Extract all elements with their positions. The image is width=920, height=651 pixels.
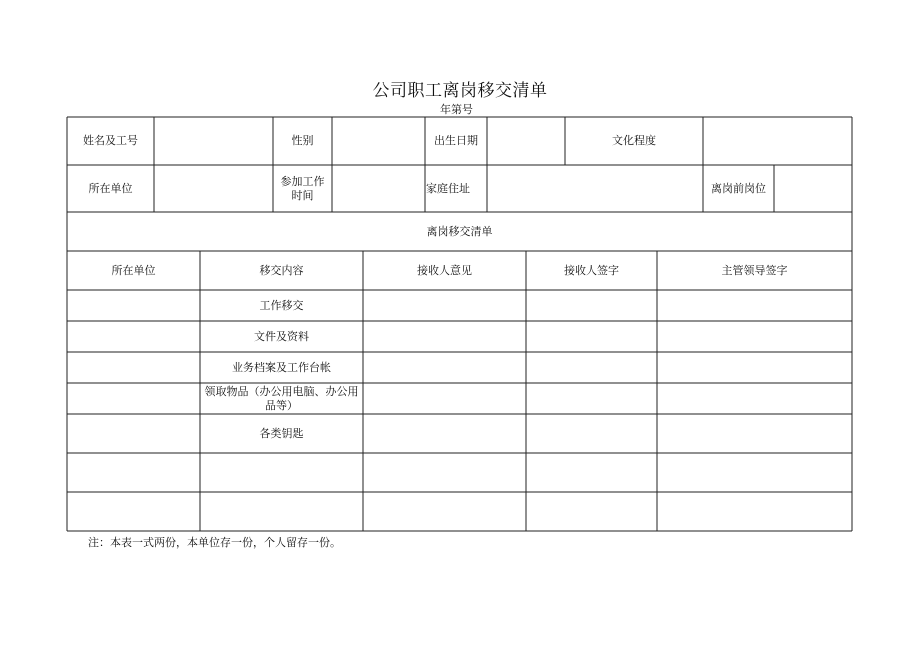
birth-date-label: 出生日期 — [434, 134, 478, 147]
header-unit: 所在单位 — [111, 263, 156, 277]
name-field[interactable] — [154, 117, 273, 165]
education-label: 文化程度 — [612, 134, 656, 147]
section-title: 离岗移交清单 — [426, 224, 493, 238]
page-title: 公司职工离岗移交清单 — [372, 81, 548, 101]
previous-post-field[interactable] — [774, 165, 852, 212]
row-5-unit-field[interactable] — [67, 414, 200, 453]
education-field[interactable] — [703, 117, 852, 165]
row-5-supervisor-signature-field[interactable] — [657, 414, 852, 453]
previous-post-label: 离岗前岗位 — [711, 181, 766, 195]
row-1-unit-field[interactable] — [67, 290, 200, 321]
document-number: 年第号 — [440, 103, 473, 116]
gender-label: 性别 — [291, 134, 314, 147]
row-7-receiver-signature-field[interactable] — [526, 492, 657, 531]
row-4-supervisor-signature-field[interactable] — [657, 383, 852, 414]
row-6-receiver-signature-field[interactable] — [526, 453, 657, 492]
row-1-receiver-signature-field[interactable] — [526, 290, 657, 321]
unit-field[interactable] — [154, 165, 273, 212]
row-5-receiver-signature-field[interactable] — [526, 414, 657, 453]
row-2-supervisor-signature-field[interactable] — [657, 321, 852, 352]
header-receiver-signature: 接收人签字 — [564, 263, 619, 277]
footnote: 注：本表一式两份，本单位存一份，个人留存一份。 — [88, 536, 341, 549]
row-4-opinion-field[interactable] — [363, 383, 526, 414]
row-3-unit-field[interactable] — [67, 352, 200, 383]
row-7-unit-field[interactable] — [67, 492, 200, 531]
row-1-supervisor-signature-field[interactable] — [657, 290, 852, 321]
unit-label: 所在单位 — [88, 181, 133, 195]
home-address-label: 家庭住址 — [426, 181, 470, 195]
birth-date-field[interactable] — [487, 117, 565, 165]
row-7-opinion-field[interactable] — [363, 492, 526, 531]
item-documents: 文件及资料 — [254, 329, 309, 343]
row-6-supervisor-signature-field[interactable] — [657, 453, 852, 492]
row-1-opinion-field[interactable] — [363, 290, 526, 321]
row-3-receiver-signature-field[interactable] — [526, 352, 657, 383]
home-address-field[interactable] — [487, 165, 703, 212]
row-4-unit-field[interactable] — [67, 383, 200, 414]
gender-field[interactable] — [332, 117, 425, 165]
row-2-unit-field[interactable] — [67, 321, 200, 352]
row-6-opinion-field[interactable] — [363, 453, 526, 492]
work-start-time-field[interactable] — [332, 165, 425, 212]
name-label: 姓名及工号 — [83, 134, 138, 147]
row-7-supervisor-signature-field[interactable] — [657, 492, 852, 531]
row-4-receiver-signature-field[interactable] — [526, 383, 657, 414]
item-supplies: 领取物品（办公用电脑、办公用品等） — [204, 384, 359, 412]
row-6-unit-field[interactable] — [67, 453, 200, 492]
row-3-supervisor-signature-field[interactable] — [657, 352, 852, 383]
item-work-handover: 工作移交 — [259, 298, 304, 312]
header-supervisor-signature: 主管领导签字 — [721, 263, 788, 277]
item-business-files: 业务档案及工作台帐 — [232, 360, 331, 374]
header-receiver-opinion: 接收人意见 — [417, 263, 472, 277]
row-3-opinion-field[interactable] — [363, 352, 526, 383]
row-5-opinion-field[interactable] — [363, 414, 526, 453]
header-content: 移交内容 — [259, 263, 304, 277]
work-start-time-label: 参加工作时间 — [280, 174, 325, 202]
item-keys: 各类钥匙 — [259, 426, 304, 440]
row-7-content-field[interactable] — [200, 492, 363, 531]
row-6-content-field[interactable] — [200, 453, 363, 492]
row-2-receiver-signature-field[interactable] — [526, 321, 657, 352]
row-2-opinion-field[interactable] — [363, 321, 526, 352]
